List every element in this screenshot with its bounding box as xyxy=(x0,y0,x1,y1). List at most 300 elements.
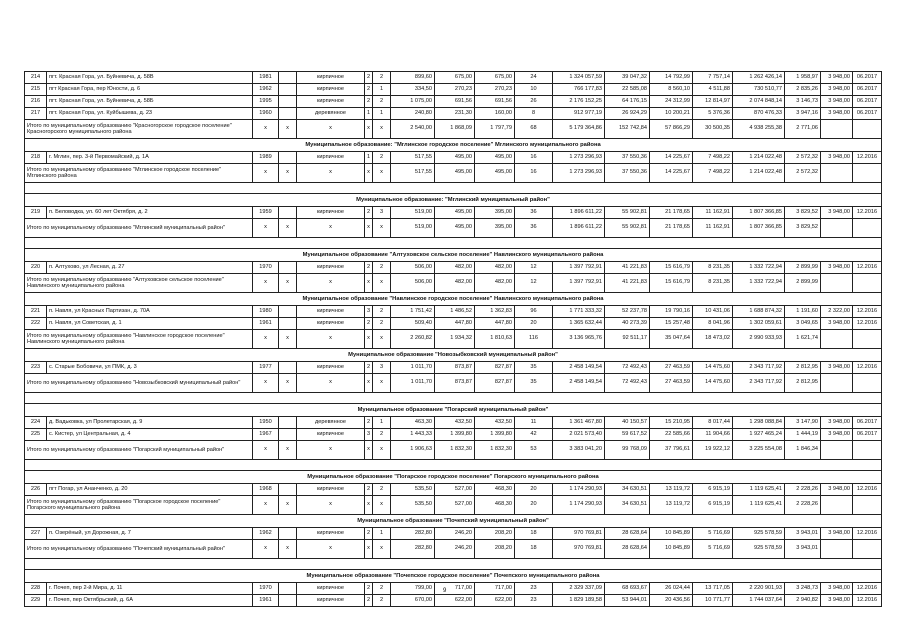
placeholder-x: х xyxy=(365,274,373,293)
table-cell: 5 716,69 xyxy=(693,528,733,540)
table-cell: 35 xyxy=(515,362,553,374)
table-cell xyxy=(279,84,297,96)
table-cell: 1968 xyxy=(253,484,279,496)
subtotal-label: Итого по муниципальному образованию "Погарский муниципальный район" xyxy=(25,441,253,460)
table-cell: 4 511,88 xyxy=(693,84,733,96)
placeholder-x: х xyxy=(253,374,279,393)
section-header xyxy=(25,515,882,528)
table-cell: г. Мглин, пер. 3-й Первомайский, д. 1А xyxy=(47,152,253,164)
table-cell: 12 xyxy=(515,262,553,274)
table-cell: 506,00 xyxy=(391,274,435,293)
placeholder-x: х xyxy=(373,219,391,238)
table-cell xyxy=(279,207,297,219)
table-cell: 912 977,19 xyxy=(553,108,605,120)
table-cell: 15 616,79 xyxy=(650,274,693,293)
empty-cell xyxy=(821,274,853,293)
table-cell: 827,87 xyxy=(475,374,515,393)
section-title: Муниципальное образование "Новозыбковский муниципальный район" xyxy=(25,349,882,362)
table-cell: п. Навля, ул Красных Партизан, д. 70А xyxy=(47,306,253,318)
table-cell: 1 958,97 xyxy=(785,72,821,84)
table-cell: 495,00 xyxy=(435,152,475,164)
placeholder-x: х xyxy=(253,120,279,139)
section-header xyxy=(25,293,882,306)
table-cell: 40 273,39 xyxy=(605,318,650,330)
table-cell: 463,30 xyxy=(391,417,435,429)
placeholder-x: х xyxy=(373,120,391,139)
table-cell: 12.2016 xyxy=(853,207,882,219)
table-cell: 3 943,01 xyxy=(785,528,821,540)
table-cell: 717,00 xyxy=(435,583,475,595)
table-cell: 96 xyxy=(515,306,553,318)
table-cell: 925 578,59 xyxy=(733,540,785,559)
table-cell: 53 xyxy=(515,441,553,460)
table-cell: 2 074 848,14 xyxy=(733,96,785,108)
table-cell: п. Озерёный, ул Дорожная, д. 7 xyxy=(47,528,253,540)
table-cell: 3 xyxy=(365,306,373,318)
table-cell: 12.2016 xyxy=(853,595,882,607)
table-cell: 1 934,32 xyxy=(435,330,475,349)
placeholder-x: х xyxy=(365,120,373,139)
table-cell: 208,20 xyxy=(475,540,515,559)
table-row xyxy=(25,362,882,374)
table-cell: 26 xyxy=(515,96,553,108)
table-cell: 675,00 xyxy=(475,72,515,84)
table-cell: 37 550,36 xyxy=(605,152,650,164)
table-cell: 1 273 296,93 xyxy=(553,164,605,183)
table-cell: 14 225,67 xyxy=(650,164,693,183)
table-cell: 1995 xyxy=(253,96,279,108)
table-cell: 2 260,82 xyxy=(391,330,435,349)
table-cell: 19 922,12 xyxy=(693,441,733,460)
table-cell: 517,55 xyxy=(391,152,435,164)
table-cell: 3 948,00 xyxy=(821,583,853,595)
spacer-row xyxy=(25,460,882,471)
table-cell: 970 769,81 xyxy=(553,528,605,540)
table-cell: 873,87 xyxy=(435,362,475,374)
section-title: Муниципальное образование "Почепский муниципальный район" xyxy=(25,515,882,528)
table-cell: 1962 xyxy=(253,528,279,540)
table-cell: 55 902,81 xyxy=(605,219,650,238)
table-cell: 3 948,00 xyxy=(821,362,853,374)
table-cell: 64 176,15 xyxy=(605,96,650,108)
subtotal-label: Итого по муниципальному образованию "Красногорское городское поселение" Красногорского муниципального района xyxy=(25,120,253,139)
table-cell: 152 742,84 xyxy=(605,120,650,139)
table-cell: 1 332 722,94 xyxy=(733,274,785,293)
table-cell: кирпичное xyxy=(297,528,365,540)
table-row xyxy=(25,108,882,120)
table-cell: 1 332 722,94 xyxy=(733,262,785,274)
table-cell: 2 xyxy=(373,96,391,108)
table-cell xyxy=(279,429,297,441)
table-cell: 06.2017 xyxy=(853,96,882,108)
table-cell: 34 630,51 xyxy=(605,496,650,515)
table-cell: 1 832,30 xyxy=(475,441,515,460)
table-cell xyxy=(279,72,297,84)
table-cell: 1 361 467,80 xyxy=(553,417,605,429)
placeholder-x: х xyxy=(373,540,391,559)
table-cell: п. Навля, ул Советская, д. 1 xyxy=(47,318,253,330)
table-cell: 6 915,19 xyxy=(693,496,733,515)
table-cell: с. Старые Бобовичи, ул ПМК, д. 3 xyxy=(47,362,253,374)
table-cell: 20 436,56 xyxy=(650,595,693,607)
table-cell: 24 xyxy=(515,72,553,84)
table-cell: 1 807 366,85 xyxy=(733,219,785,238)
table-cell: 1970 xyxy=(253,583,279,595)
table-cell: 334,50 xyxy=(391,84,435,96)
table-cell: 68 xyxy=(515,120,553,139)
table-row xyxy=(25,528,882,540)
table-cell: 225 xyxy=(25,429,47,441)
table-cell: 432,50 xyxy=(435,417,475,429)
table-cell: пгт Погар, ул Ананченко, д. 20 xyxy=(47,484,253,496)
table-cell: 72 492,43 xyxy=(605,362,650,374)
table-cell: 23 xyxy=(515,595,553,607)
placeholder-x: х xyxy=(365,496,373,515)
section-title: Муниципальное образование "Погарский муниципальный район" xyxy=(25,404,882,417)
table-cell: 12.2016 xyxy=(853,583,882,595)
table-cell: 3 948,00 xyxy=(821,429,853,441)
empty-cell xyxy=(853,120,882,139)
table-cell: 482,00 xyxy=(435,274,475,293)
table-cell: 12.2016 xyxy=(853,306,882,318)
section-title: Муниципальное образование "Погарское городское поселение" Погарского муниципального района xyxy=(25,471,882,484)
subtotal-row xyxy=(25,164,882,183)
table-cell: 217 xyxy=(25,108,47,120)
table-cell: 1 906,63 xyxy=(391,441,435,460)
page-number: 9 xyxy=(443,588,447,594)
table-cell: 11 904,66 xyxy=(693,429,733,441)
table-cell: кирпичное xyxy=(297,262,365,274)
table-cell: 218 xyxy=(25,152,47,164)
table-cell: 5 179 364,86 xyxy=(553,120,605,139)
table-cell: 215 xyxy=(25,84,47,96)
table-cell: 1 174 290,93 xyxy=(553,484,605,496)
placeholder-x: х xyxy=(297,330,365,349)
table-cell: 1 810,63 xyxy=(475,330,515,349)
table-cell: 2 xyxy=(373,583,391,595)
table-cell: 482,00 xyxy=(475,262,515,274)
table-cell: 7 498,22 xyxy=(693,152,733,164)
placeholder-x: х xyxy=(253,540,279,559)
table-cell: 8 017,44 xyxy=(693,417,733,429)
table-cell: 3 948,00 xyxy=(821,72,853,84)
table-cell: 1 744 037,64 xyxy=(733,595,785,607)
table-cell: 1 214 022,48 xyxy=(733,152,785,164)
table-cell: 519,00 xyxy=(391,219,435,238)
placeholder-x: х xyxy=(365,441,373,460)
table-cell: 06.2017 xyxy=(853,417,882,429)
table-cell: 2 540,00 xyxy=(391,120,435,139)
table-cell: 1 119 625,41 xyxy=(733,484,785,496)
spacer-cell xyxy=(25,460,882,471)
table-cell: 37 550,36 xyxy=(605,164,650,183)
table-cell: кирпичное xyxy=(297,306,365,318)
table-cell: 535,50 xyxy=(391,496,435,515)
table-cell: кирпичное xyxy=(297,318,365,330)
placeholder-x: х xyxy=(365,330,373,349)
table-cell: 432,50 xyxy=(475,417,515,429)
table-cell: 11 xyxy=(515,417,553,429)
section-title: Муниципальное образование "Навлинское городское поселение" Навлинского муниципального района xyxy=(25,293,882,306)
table-cell: 1960 xyxy=(253,108,279,120)
table-cell: 517,55 xyxy=(391,164,435,183)
table-cell: 509,40 xyxy=(391,318,435,330)
table-cell: 2 xyxy=(373,262,391,274)
table-cell: 282,80 xyxy=(391,528,435,540)
table-cell: 28 628,64 xyxy=(605,528,650,540)
table-cell: 7 498,22 xyxy=(693,164,733,183)
table-cell: 2 xyxy=(365,583,373,595)
table-cell: п. Беловодка, ул. 60 лет Октября, д. 2 xyxy=(47,207,253,219)
table-cell: 72 492,43 xyxy=(605,374,650,393)
table-cell: 227 xyxy=(25,528,47,540)
placeholder-x: х xyxy=(253,496,279,515)
table-cell: 10 xyxy=(515,84,553,96)
table-cell: 3 383 041,20 xyxy=(553,441,605,460)
placeholder-x: х xyxy=(279,496,297,515)
subtotal-label: Итого по муниципальному образованию "Навлинское городское поселение" Навлинского муниципального района xyxy=(25,330,253,349)
table-cell: 223 xyxy=(25,362,47,374)
table-cell: 519,00 xyxy=(391,207,435,219)
placeholder-x: х xyxy=(279,374,297,393)
empty-cell xyxy=(821,219,853,238)
table-cell: 2 xyxy=(373,152,391,164)
table-cell: 1 365 632,44 xyxy=(553,318,605,330)
table-cell: 1980 xyxy=(253,306,279,318)
table-cell: 41 221,83 xyxy=(605,274,650,293)
table-row xyxy=(25,595,882,607)
table-cell: 246,20 xyxy=(435,528,475,540)
placeholder-x: х xyxy=(253,164,279,183)
empty-cell xyxy=(821,540,853,559)
table-cell: 231,30 xyxy=(435,108,475,120)
table-cell: 26 024,44 xyxy=(650,583,693,595)
table-cell: 2 343 717,92 xyxy=(733,374,785,393)
table-cell: 21 178,65 xyxy=(650,207,693,219)
table-cell: 2 xyxy=(365,417,373,429)
table-cell xyxy=(279,152,297,164)
table-row xyxy=(25,318,882,330)
table-cell: 20 xyxy=(515,496,553,515)
empty-cell xyxy=(853,374,882,393)
table-cell: 30 500,35 xyxy=(693,120,733,139)
placeholder-x: х xyxy=(297,441,365,460)
table-cell: 2 xyxy=(365,72,373,84)
table-cell: 1962 xyxy=(253,84,279,96)
table-cell xyxy=(279,595,297,607)
table-cell: кирпичное xyxy=(297,362,365,374)
table-cell: 3 948,00 xyxy=(821,417,853,429)
table-cell: 1 011,70 xyxy=(391,374,435,393)
spacer-cell xyxy=(25,393,882,404)
table-cell xyxy=(279,484,297,496)
table-cell: 1 075,00 xyxy=(391,96,435,108)
section-title: Муниципальное образование "Алтуховское сельское поселение" Навлинского муниципального района xyxy=(25,249,882,262)
table-cell: 06.2017 xyxy=(853,108,882,120)
table-cell: 12.2016 xyxy=(853,318,882,330)
table-cell: 3 943,01 xyxy=(785,540,821,559)
table-cell: 246,20 xyxy=(435,540,475,559)
section-header xyxy=(25,249,882,262)
table-cell: 2 021 573,40 xyxy=(553,429,605,441)
table-cell: 221 xyxy=(25,306,47,318)
placeholder-x: х xyxy=(253,274,279,293)
table-cell: 1 xyxy=(373,108,391,120)
empty-cell xyxy=(821,441,853,460)
placeholder-x: х xyxy=(373,374,391,393)
table-cell: пгт. Красная Гора, ул. Буйневича, д. 58Б xyxy=(47,96,253,108)
table-cell: 7 757,14 xyxy=(693,72,733,84)
table-cell: 10 200,21 xyxy=(650,108,693,120)
table-cell: 12.2016 xyxy=(853,484,882,496)
table-cell: кирпичное xyxy=(297,84,365,96)
table-row xyxy=(25,306,882,318)
table-cell: 2 899,99 xyxy=(785,274,821,293)
table-cell: 691,56 xyxy=(435,96,475,108)
table-cell: 22 585,66 xyxy=(650,429,693,441)
subtotal-row xyxy=(25,274,882,293)
table-cell: 766 177,83 xyxy=(553,84,605,96)
table-cell: 5 716,69 xyxy=(693,540,733,559)
table-cell: 447,80 xyxy=(435,318,475,330)
table-cell: 2 xyxy=(373,318,391,330)
table-cell: 8 231,35 xyxy=(693,274,733,293)
table-cell: 3 146,73 xyxy=(785,96,821,108)
table-cell: 527,00 xyxy=(435,496,475,515)
placeholder-x: х xyxy=(365,164,373,183)
table-cell: 1 486,52 xyxy=(435,306,475,318)
table-cell: 468,30 xyxy=(475,484,515,496)
table-cell: 1 298 088,84 xyxy=(733,417,785,429)
table-cell: 3 948,00 xyxy=(821,528,853,540)
table-cell: 18 xyxy=(515,528,553,540)
table-cell: 2 xyxy=(373,484,391,496)
subtotal-row xyxy=(25,374,882,393)
table-cell: 670,00 xyxy=(391,595,435,607)
table-cell: 1 362,83 xyxy=(475,306,515,318)
table-cell: 1 397 792,91 xyxy=(553,274,605,293)
table-cell: 24 312,99 xyxy=(650,96,693,108)
table-cell: 2 329 337,09 xyxy=(553,583,605,595)
placeholder-x: х xyxy=(253,330,279,349)
subtotal-row xyxy=(25,330,882,349)
table-cell: 1 xyxy=(373,528,391,540)
placeholder-x: х xyxy=(279,219,297,238)
table-cell: 36 xyxy=(515,219,553,238)
placeholder-x: х xyxy=(373,164,391,183)
table-cell: 2 322,00 xyxy=(821,306,853,318)
table-cell: 2 458 149,54 xyxy=(553,374,605,393)
table-cell: 3 948,00 xyxy=(821,96,853,108)
placeholder-x: х xyxy=(279,330,297,349)
placeholder-x: х xyxy=(279,441,297,460)
table-cell: 1 829 189,58 xyxy=(553,595,605,607)
table-cell: 1 399,80 xyxy=(475,429,515,441)
table-cell: 495,00 xyxy=(435,207,475,219)
table-cell xyxy=(279,362,297,374)
table-cell: 1 868,09 xyxy=(435,120,475,139)
table-cell: 2 xyxy=(365,262,373,274)
table-cell: 35 047,64 xyxy=(650,330,693,349)
table-cell: 240,80 xyxy=(391,108,435,120)
table-cell: 208,20 xyxy=(475,528,515,540)
table-row xyxy=(25,262,882,274)
empty-cell xyxy=(853,219,882,238)
table-cell: 214 xyxy=(25,72,47,84)
table-cell: 3 147,90 xyxy=(785,417,821,429)
table-cell: 20 xyxy=(515,484,553,496)
table-cell: 222 xyxy=(25,318,47,330)
subtotal-label: Итого по муниципальному образованию "Алтуховское сельское поселение" Навлинского муниципального района xyxy=(25,274,253,293)
placeholder-x: х xyxy=(365,219,373,238)
empty-cell xyxy=(821,374,853,393)
table-cell: 270,23 xyxy=(475,84,515,96)
table-cell: 495,00 xyxy=(435,219,475,238)
table-cell: 10 845,89 xyxy=(650,540,693,559)
subtotal-row xyxy=(25,120,882,139)
table-cell: 10 845,89 xyxy=(650,528,693,540)
table-cell: 1977 xyxy=(253,362,279,374)
table-cell: 15 210,95 xyxy=(650,417,693,429)
table-cell xyxy=(279,417,297,429)
table-cell xyxy=(279,583,297,595)
table-cell: 3 948,00 xyxy=(821,318,853,330)
table-cell: г. Почеп, пер 2-й Мира, д. 11 xyxy=(47,583,253,595)
table-cell: п. Алтухово, ул Лесная, д. 27 xyxy=(47,262,253,274)
section-header xyxy=(25,194,882,207)
table-cell: 2 458 149,54 xyxy=(553,362,605,374)
placeholder-x: х xyxy=(373,330,391,349)
empty-cell xyxy=(821,164,853,183)
table-cell: 14 475,60 xyxy=(693,374,733,393)
section-title: Муниципальное образование: "Мглинское городское поселение" Мглинского муниципального района xyxy=(25,139,882,152)
table-cell: 13 119,72 xyxy=(650,484,693,496)
table-cell xyxy=(279,318,297,330)
table-cell: 37 796,61 xyxy=(650,441,693,460)
table-cell: 8 xyxy=(515,108,553,120)
table-cell: 468,30 xyxy=(475,496,515,515)
table-cell: 1950 xyxy=(253,417,279,429)
placeholder-x: х xyxy=(297,164,365,183)
table-cell: 229 xyxy=(25,595,47,607)
placeholder-x: х xyxy=(297,496,365,515)
table-cell: кирпичное xyxy=(297,484,365,496)
table-cell: 1 846,34 xyxy=(785,441,821,460)
table-cell: 482,00 xyxy=(435,262,475,274)
table-cell: 1 xyxy=(365,108,373,120)
table-cell: 42 xyxy=(515,429,553,441)
table-cell: 1 444,19 xyxy=(785,429,821,441)
subtotal-row xyxy=(25,219,882,238)
table-cell: 395,00 xyxy=(475,219,515,238)
table-cell: 799,00 xyxy=(391,583,435,595)
placeholder-x: х xyxy=(253,441,279,460)
table-cell: кирпичное xyxy=(297,152,365,164)
table-row xyxy=(25,417,882,429)
table-cell: 2 220 901,93 xyxy=(733,583,785,595)
placeholder-x: х xyxy=(279,120,297,139)
table-cell: 2 899,99 xyxy=(785,262,821,274)
table-cell: 1 688 874,32 xyxy=(733,306,785,318)
table-row xyxy=(25,583,882,595)
table-cell: 18 473,02 xyxy=(693,330,733,349)
table-cell: деревянное xyxy=(297,417,365,429)
table-cell: 3 948,00 xyxy=(821,84,853,96)
table-cell: 12.2016 xyxy=(853,262,882,274)
table-cell: 3 248,73 xyxy=(785,583,821,595)
table-cell: 10 771,77 xyxy=(693,595,733,607)
table-cell: 495,00 xyxy=(475,152,515,164)
